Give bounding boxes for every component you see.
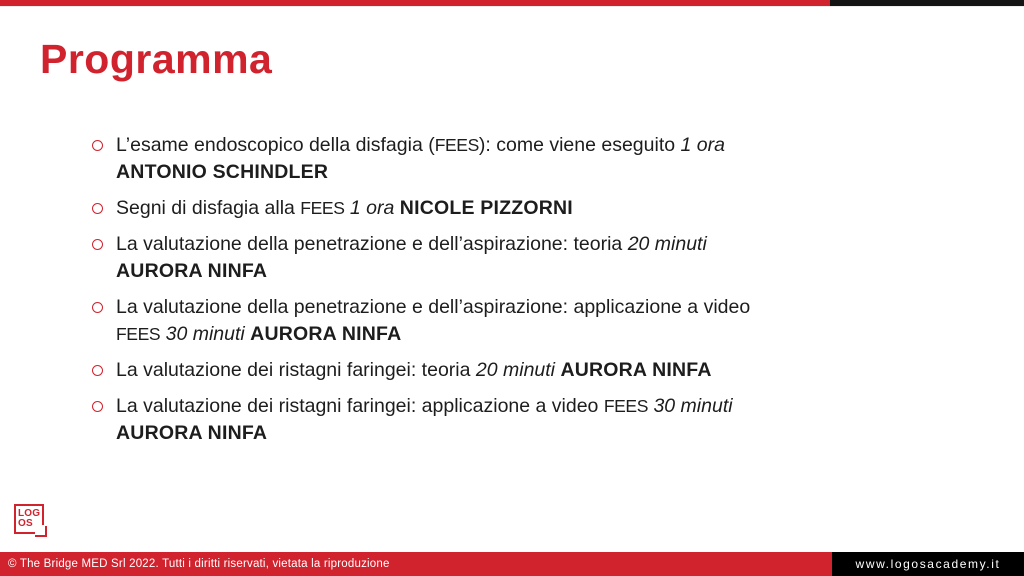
top-accent-bar xyxy=(0,0,1024,7)
list-item-text: Segni di disfagia alla FEES 1 ora NICOLE PIZZORNI xyxy=(116,197,573,219)
list-item-text: La valutazione dei ristagni faringei: applicazione a video FEES 30 minuti AURORA NINFA xyxy=(116,395,733,444)
bullet-circle-icon xyxy=(92,302,103,313)
list-item-text: La valutazione dei ristagni faringei: teoria 20 minuti AURORA NINFA xyxy=(116,359,712,381)
bullet-circle-icon xyxy=(92,365,103,376)
list-item-text: L’esame endoscopico della disfagia (FEES): come viene eseguito 1 ora ANTONIO SCHINDLER xyxy=(116,134,725,183)
footer-bar xyxy=(0,552,1024,576)
copyright-text: © The Bridge MED Srl 2022. Tutti i diritti riservati, vietata la riproduzione xyxy=(8,558,390,570)
bullet-circle-icon xyxy=(92,401,103,412)
logos-logo xyxy=(14,504,44,534)
bullet-circle-icon xyxy=(92,239,103,250)
bullet-circle-icon xyxy=(92,140,103,151)
list-item-text: La valutazione della penetrazione e dell’aspirazione: teoria 20 minuti AURORA NINFA xyxy=(116,233,707,282)
logo-text-line2: OS xyxy=(18,518,33,529)
program-list xyxy=(92,132,922,456)
top-bar-black-segment xyxy=(830,0,1024,6)
website-link[interactable]: www.logosacademy.it xyxy=(855,557,1001,571)
copyright-bar xyxy=(0,552,832,576)
page-title: Programma xyxy=(40,36,273,82)
bullet-circle-icon xyxy=(92,203,103,214)
logo-corner-foot xyxy=(35,526,47,537)
list-item xyxy=(92,393,922,447)
list-item xyxy=(92,195,922,222)
website-box[interactable] xyxy=(832,552,1024,576)
list-item xyxy=(92,231,922,285)
list-item xyxy=(92,357,922,384)
logo-text-line1: LOG xyxy=(18,508,41,519)
list-item xyxy=(92,132,922,186)
top-bar-red-segment xyxy=(0,0,830,6)
list-item-text: La valutazione della penetrazione e dell’aspirazione: applicazione a video FEES 30 minuti AURORA NINFA xyxy=(116,296,751,345)
list-item xyxy=(92,294,922,348)
